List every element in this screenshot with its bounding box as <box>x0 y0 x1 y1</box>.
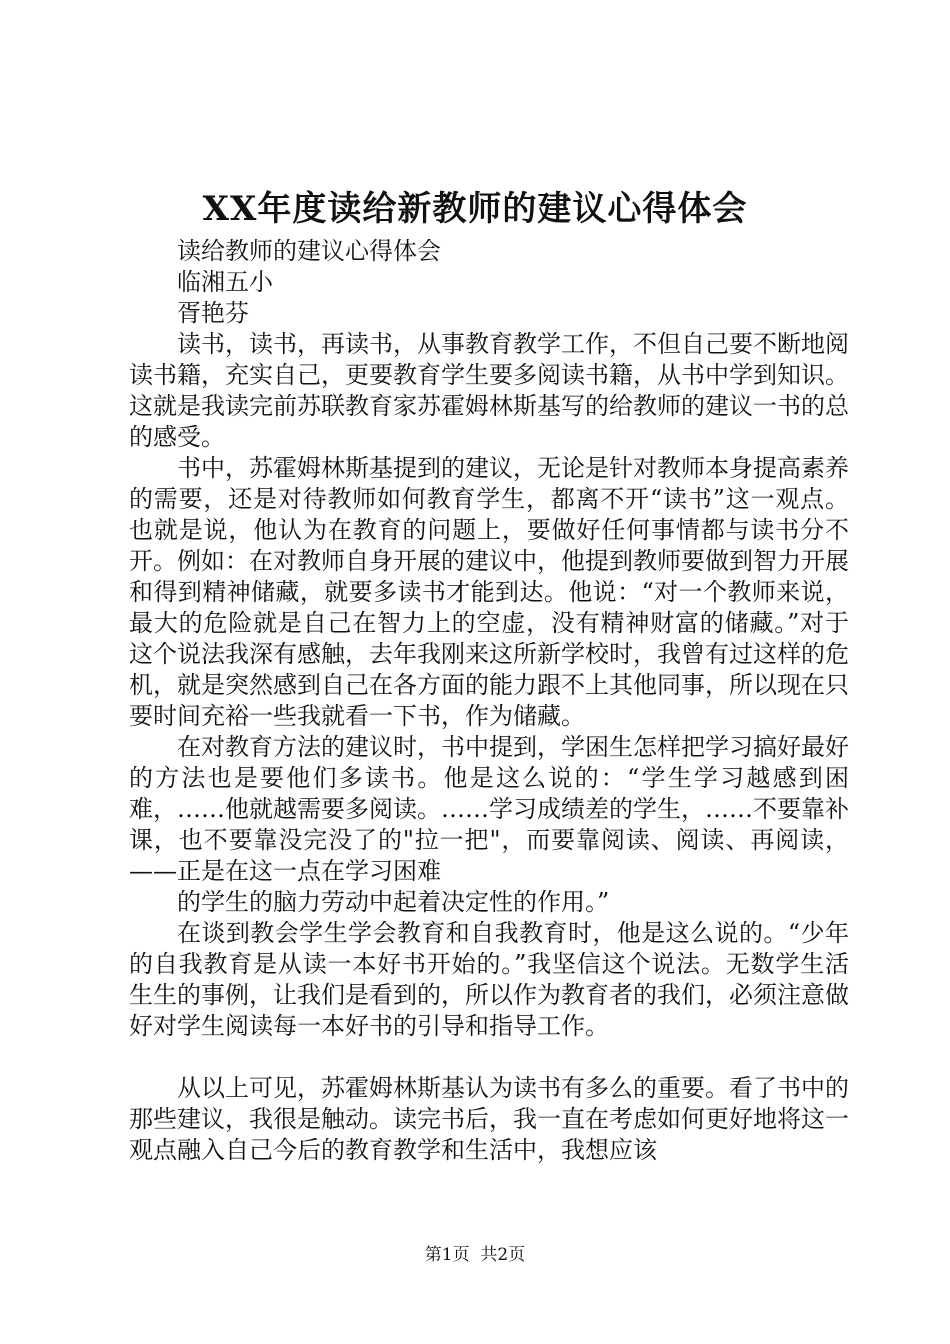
page-footer <box>0 1243 950 1267</box>
paragraph: 从以上可见，苏霍姆林斯基认为读书有多么的重要。看了书中的那些建议，我很是触动。读完书后，我一直在考虑如何更好地将这一观点融入自己今后的教育教学和生活中，我想应该 <box>129 1074 849 1164</box>
document-author: 胥艳芬 <box>177 299 249 327</box>
paragraph: 书中，苏霍姆林斯基提到的建议，无论是针对教师本身提高素养的需要，还是对待教师如何教育学生，都离不开“读书”这一观点。也就是说，他认为在教育的问题上，要做好任何事情都与读书分不开。例如：在对教师自身开展的建议中，他提到教师要做到智力开展和得到精神储藏，就要多读书才能到达。他说：“对一个教师来说，最大的危险就是自己在智力上的空虚，没有精神财富的储藏。”对于这个说法我深有感触，去年我刚来这所新学校时，我曾有过这样的危机，就是突然感到自己在各方面的能力跟不上其他同事，所以现在只要时间充裕一些我就看一下书，作为储藏。 <box>129 454 849 730</box>
document-title: XX年度读给新教师的建议心得体会 <box>202 189 748 229</box>
paragraph: 在对教育方法的建议时，书中提到，学困生怎样把学习搞好最好的方法也是要他们多读书。他是这么说的：“学生学习越感到困难，……他就越需要多阅读。……学习成绩差的学生，……不要靠补课，也不要靠没完没了的"拉一把"，而要靠阅读、阅读、再阅读，——正是在这一点在学习困难 <box>129 733 849 885</box>
paragraph: 的学生的脑力劳动中起着决定性的作用。” <box>177 888 610 916</box>
paragraph: 在谈到教会学生学会教育和自我教育时，他是这么说的。“少年的自我教育是从读一本好书开始的。”我坚信这个说法。无数学生活生生的事例，让我们是看到的，所以作为教育者的我们，必须注意做好对学生阅读每一本好书的引导和指导工作。 <box>129 919 849 1040</box>
page-number: 第1页 共2页 <box>424 1245 526 1265</box>
document-school: 临湘五小 <box>177 268 273 296</box>
document-body <box>129 236 849 1166</box>
document-subtitle: 读给教师的建议心得体会 <box>177 237 441 265</box>
paragraph: 读书，读书，再读书，从事教育教学工作，不但自己要不断地阅读书籍，充实自己，更要教育学生要多阅读书籍，从书中学到知识。这就是我读完前苏联教育家苏霍姆林斯基写的给教师的建议一书的总的感受。 <box>129 330 849 451</box>
